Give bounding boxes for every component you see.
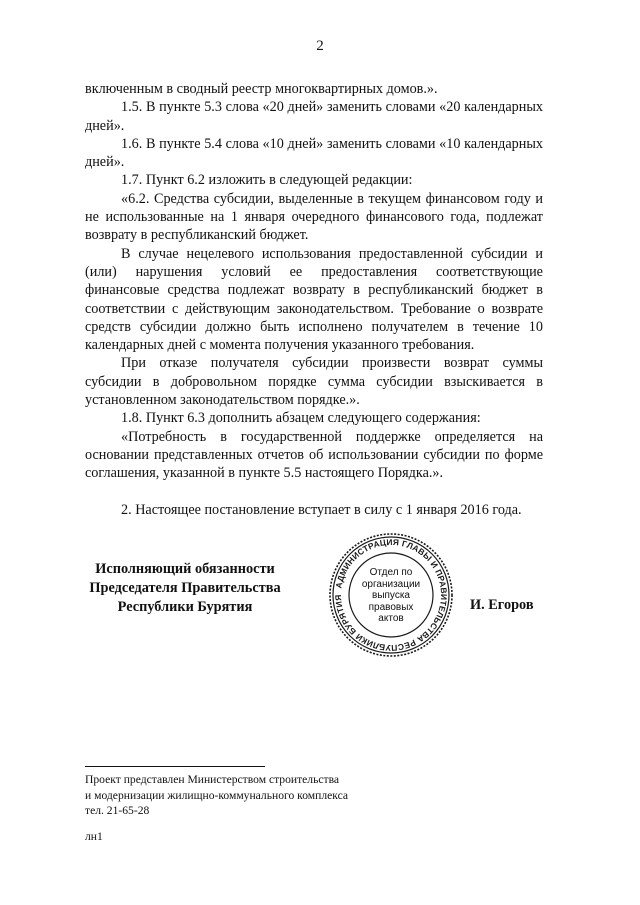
- document-body: [85, 80, 543, 519]
- signature-line-2: Председателя Правительства: [89, 580, 281, 596]
- paragraph-effective-date: 2. Настоящее постановление вступает в силу с 1 января 2016 года.: [121, 501, 522, 518]
- footnote-line-2: и модернизации жилищно-коммунального комплекса: [85, 788, 349, 802]
- signature-line-3: Республики Бурятия: [117, 599, 253, 615]
- footnote-line-3: тел. 21-65-28: [85, 804, 150, 817]
- signature-title: [85, 560, 285, 617]
- paragraph-quote-6-2: «6.2. Средства субсидии, выделенные в текущем финансовом году и не использованные на 1 января очередного финансового года, подлежат возврату в республиканский бюджет.: [85, 190, 543, 244]
- page-number: 2: [316, 38, 324, 54]
- footnote-divider: [85, 766, 265, 767]
- paragraph-quote-6-3: «Потребность в государственной поддержке определяется на основании представленных отчетов об использовании субсидии по форме соглашения, указанной в пункте 5.5 настоящего Порядка.».: [85, 428, 543, 482]
- paragraph-item-1-5: 1.5. В пункте 5.3 слова «20 дней» заменить словами «20 календарных дней».: [85, 99, 543, 134]
- stamp-center-text: [350, 567, 432, 625]
- stamp-ring-text: АДМИНИСТРАЦИЯ ГЛАВЫ И ПРАВИТЕЛЬСТВА РЕСПУБЛИКИ БУРЯТИЯ: [332, 536, 450, 654]
- signature-line-1: Исполняющий обязанности: [95, 561, 275, 577]
- paragraph-refusal: При отказе получателя субсидии произвести возврат суммы субсидии в добровольном порядке сумма субсидии взыскивается в установленном законодательством порядке.».: [85, 355, 543, 409]
- stamp-line-1: Отдел по: [369, 567, 413, 578]
- paragraph-item-1-7: 1.7. Пункт 6.2 изложить в следующей редакции:: [121, 172, 413, 189]
- stamp-line-4: правовых: [368, 601, 414, 613]
- paragraph-misuse: В случае нецелевого использования предоставленной субсидии и (или) нарушения условий ее предоставления соответствующие финансовые средства подлежат возврату в республиканский бюджет в соответствии с действующим законодательством. Требование о возврате средств субсидии должно быть исполнено получателем в течение 10 календарных дней с момента получения указанного требования.: [85, 245, 543, 354]
- stamp-line-2: организации: [361, 578, 421, 590]
- stamp-line-3: выпуска: [372, 590, 410, 601]
- signer-name: И. Егоров: [470, 597, 534, 613]
- paragraph-item-1-6: 1.6. В пункте 5.4 слова «10 дней» заменить словами «10 календарных дней».: [85, 135, 543, 171]
- stamp-line-5: актов: [378, 613, 404, 624]
- official-stamp: [328, 532, 454, 658]
- paragraph-item-1-8: 1.8. Пункт 6.3 дополнить абзацем следующего содержания:: [121, 410, 481, 427]
- footnote-line-1: Проект представлен Министерством строительства: [85, 773, 340, 786]
- footnote: [85, 772, 348, 819]
- document-code: лн1: [85, 830, 103, 843]
- paragraph-continuation: включенным в сводный реестр многоквартирных домов.».: [85, 81, 438, 97]
